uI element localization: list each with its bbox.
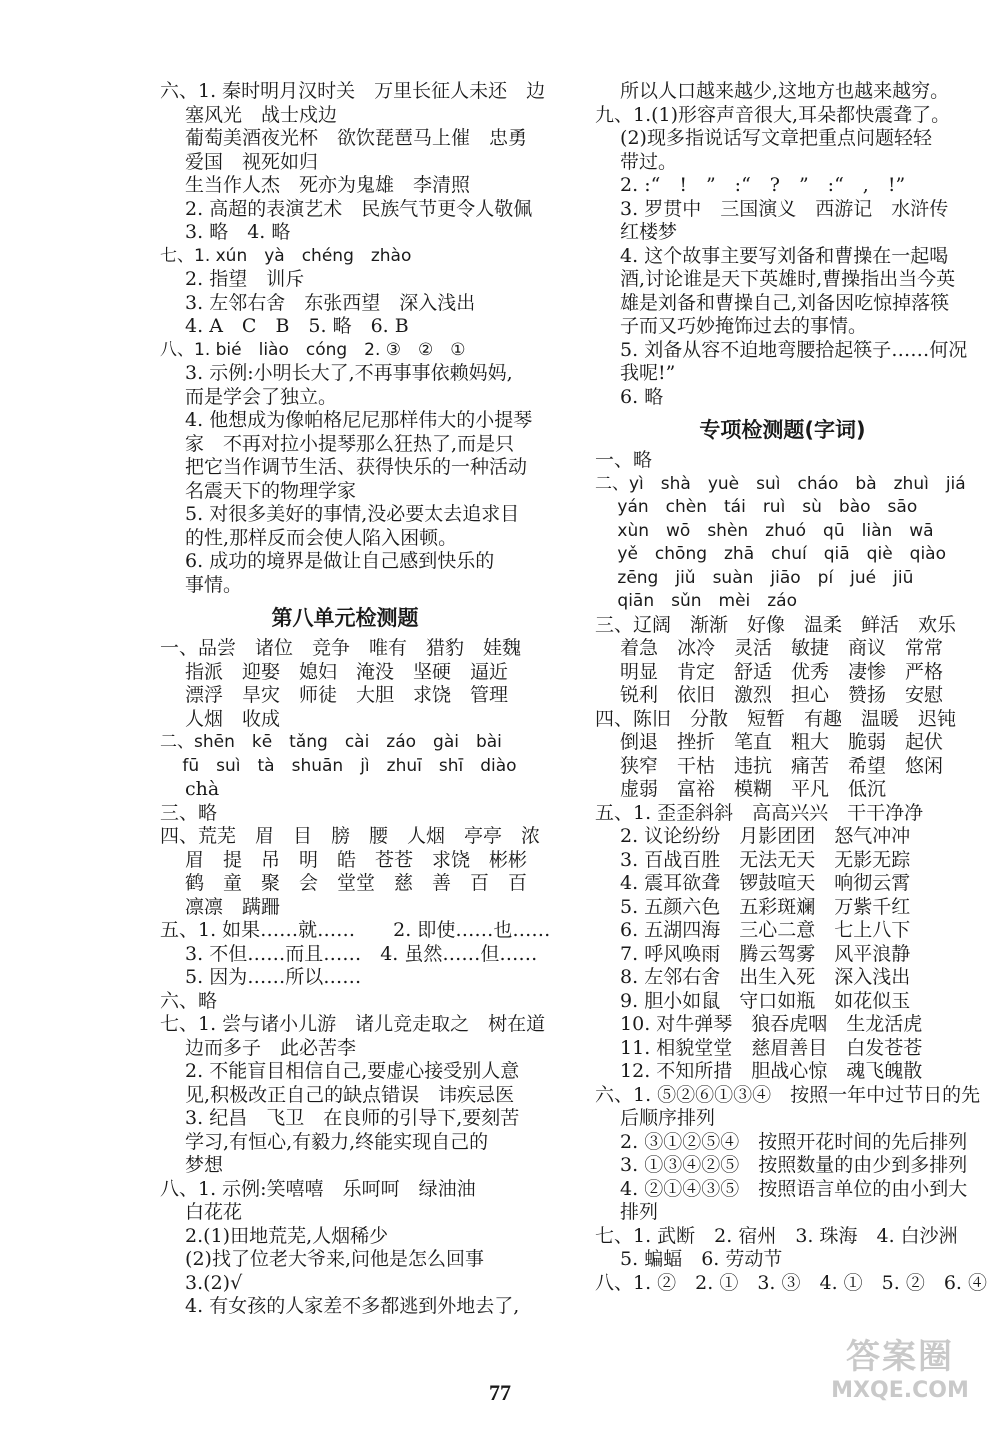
answer-line: 见,积极改正自己的缺点错误 讳疾忌医 (160, 1083, 515, 1106)
answer-line: 五、1. 歪歪斜斜 高高兴兴 干干净净 (595, 801, 924, 824)
unit-eight-answers-continued (595, 80, 970, 409)
answer-line: 2. 高超的表演艺术 民族气节更令人敬佩 (160, 197, 533, 220)
answer-line: 5. 蝙蝠 6. 劳动节 (595, 1248, 783, 1270)
answer-line: 白花花 (160, 1201, 243, 1223)
answer-line: 六、1. ⑤②⑥①③④ 按照一年中过节日的先 (595, 1083, 981, 1106)
answer-line: 9. 胆小如鼠 守口如瓶 如花似玉 (595, 989, 911, 1012)
answer-line: 葡萄美酒夜光杯 欲饮琵琶马上催 忠勇 (160, 127, 528, 149)
answer-line: 雄是刘备和曹操自己,刘备因吃惊掉落筷 (595, 291, 950, 314)
answer-line: 鹤 童 聚 会 堂堂 慈 善 百 百 (160, 872, 528, 894)
answer-line: 名震天下的物理学家 (160, 479, 357, 502)
answer-line: 漂浮 旱灾 师徒 大胆 求饶 管理 (160, 684, 509, 706)
answer-line: (2)找了位老大爷来,问他是怎么回事 (160, 1248, 484, 1270)
answer-line: 八、1. ② 2. ① 3. ③ 4. ① 5. ② 6. ④ (595, 1271, 988, 1294)
answer-line: 三、略 (160, 801, 218, 824)
answer-line: 红楼梦 (595, 221, 678, 243)
answer-line: 明显 肯定 舒适 优秀 凄惨 严格 (595, 660, 944, 683)
answer-line: 七、1. 武断 2. 宿州 3. 珠海 4. 白沙洲 (595, 1224, 958, 1247)
answer-line: 的性,那样反而会使人陷入困顿。 (160, 526, 458, 549)
answer-line: 5. 对很多美好的事情,没必要太去追求目 (160, 503, 520, 525)
answer-line: 2. :“ ! ” :“ ? ” :“ , !” (595, 174, 906, 196)
answer-line: 4. 有女孩的人家差不多都逃到外地去了, (160, 1295, 520, 1317)
answer-line: zēng jiǔ suàn jiāo pí jué jiū (595, 567, 914, 588)
answer-line: 12. 不知所措 胆战心惊 魂飞魄散 (595, 1060, 923, 1082)
unit-seven-answers-continued (160, 80, 546, 597)
answer-line: 八、1. bié liào cóng 2. ③ ② ① (160, 339, 466, 360)
answer-line: 3. 百战百胜 无法无天 无影无踪 (595, 848, 911, 871)
answer-line: 带过。 (595, 150, 678, 173)
answer-line: 九、1.(1)形容声音很大,耳朵都快震聋了。 (595, 103, 951, 126)
unit-eight-answers (160, 637, 551, 1319)
answer-line: 边而多子 此必苦李 (160, 1036, 357, 1059)
answer-line: yán chèn tái ruì sù bào sāo (595, 497, 918, 517)
answer-line: fū suì tà shuān jì zhuī shī diào (160, 755, 517, 776)
answer-line: 六、1. 秦时明月汉时关 万里长征人未还 边 (160, 80, 546, 102)
answer-line: qiān sǔn mèi záo (595, 591, 797, 611)
answer-line: 子而又巧妙掩饰过去的事情。 (595, 315, 868, 337)
answer-line: 凛凛 蹒跚 (160, 895, 281, 918)
answer-line: 3. 纪昌 飞卫 在良师的引导下,要刻苦 (160, 1107, 520, 1129)
answer-line: 倒退 挫折 笔直 粗大 脆弱 起伏 (595, 731, 944, 753)
answer-line: 六、略 (160, 989, 218, 1012)
answer-line: chà (160, 778, 220, 800)
answer-line: 把它当作调节生活、获得快乐的一种活动 (160, 456, 528, 478)
answer-line: 6. 略 (595, 385, 664, 408)
answer-line: 生当作人杰 死亦为鬼雄 李清照 (160, 174, 471, 196)
answer-line: 11. 相貌堂堂 慈眉善目 白发苍苍 (595, 1036, 923, 1059)
answer-line: 6. 五湖四海 三心二意 七上八下 (595, 919, 911, 941)
answer-line: 梦想 (160, 1154, 224, 1176)
answer-line: 4. 震耳欲聋 锣鼓喧天 响彻云霄 (595, 872, 911, 894)
answer-line: 4. A C B 5. 略 6. B (160, 315, 409, 337)
answer-line: 家 不再对拉小提琴那么狂热了,而是只 (160, 432, 515, 455)
answer-line: 虚弱 富裕 模糊 平凡 低沉 (595, 778, 887, 800)
answer-line: 2. 指望 训斥 (160, 268, 305, 290)
answer-line: 指派 迎娶 媳妇 淹没 坚硬 逼近 (160, 660, 509, 683)
special-test-answers (595, 449, 988, 1295)
answer-line: 酒,讨论谁是天下英雄时,曹操指出当今英 (595, 268, 956, 290)
answer-line: 塞风光 战士戍边 (160, 103, 338, 126)
answer-line: 事情。 (160, 573, 243, 596)
answer-line: 3. ①③④②⑤ 按照数量的由少到多排列 (595, 1154, 968, 1176)
answer-line: 着急 冰冷 灵活 敏捷 商议 常常 (595, 637, 944, 659)
answer-line: 一、品尝 诸位 竞争 唯有 猎豹 娃魏 (160, 637, 522, 659)
answer-line: 锐利 依旧 激烈 担心 赞扬 安慰 (595, 684, 944, 706)
answer-line: 6. 成功的境界是做让自己感到快乐的 (160, 550, 495, 572)
answer-line: 8. 左邻右舍 出生入死 深入浅出 (595, 966, 911, 988)
answer-line: 7. 呼风唤雨 腾云驾雾 风平浪静 (595, 942, 911, 965)
watermark-logo: 答案圈 (846, 1337, 954, 1377)
answer-line: 人烟 收成 (160, 707, 281, 730)
answer-line: 我呢!” (595, 362, 676, 384)
answer-line: 4. ②①④③⑤ 按照语言单位的由小到大 (595, 1177, 968, 1200)
answer-line: 二、shēn kē tǎng cài záo gài bài (160, 732, 502, 752)
answer-line: 10. 对牛弹琴 狼吞虎咽 生龙活虎 (595, 1013, 923, 1035)
answer-line: (2)现多指说话写文章把重点问题轻轻 (595, 127, 932, 149)
answer-line: 七、1. 尝与诸小儿游 诸儿竞走取之 树在道 (160, 1013, 546, 1035)
answer-line: 2. 不能盲目相信自己,要虚心接受别人意 (160, 1060, 520, 1082)
answer-line: 眉 提 吊 明 皓 苍苍 求饶 彬彬 (160, 848, 528, 871)
answer-line: 3.(2)√ (160, 1271, 243, 1294)
answer-line: 3. 示例:小明长大了,不再事事依赖妈妈, (160, 362, 513, 384)
answer-line: 4. 这个故事主要写刘备和曹操在一起喝 (595, 244, 949, 267)
answer-line: 4. 他想成为像帕格尼尼那样伟大的小提琴 (160, 409, 533, 431)
answer-line: 2.(1)田地荒芜,人烟稀少 (160, 1224, 389, 1247)
answer-line: 四、荒芜 眉 目 膀 腰 人烟 亭亭 浓 (160, 825, 541, 847)
answer-line: 3. 罗贯中 三国演义 西游记 水浒传 (595, 197, 949, 220)
answer-line: 2. ③①②⑤④ 按照开花时间的先后排列 (595, 1130, 968, 1153)
answer-line: 5. 因为……所以…… (160, 966, 362, 988)
watermark-url: MXQE.COM (831, 1378, 969, 1403)
answer-line: 所以人口越来越少,这地方也越来越穷。 (595, 80, 950, 102)
answer-line: yě chōng zhā chuí qiā qiè qiào (595, 544, 946, 564)
answer-line: 3. 左邻右舍 东张西望 深入浅出 (160, 291, 476, 314)
answer-line: 5. 刘备从容不迫地弯腰拾起筷子……何况 (595, 338, 968, 361)
watermark (820, 1336, 980, 1416)
answer-line: 爱国 视死如归 (160, 150, 319, 173)
answer-line: 狭窄 干枯 违抗 痛苦 希望 悠闲 (595, 754, 944, 777)
answer-line: 一、略 (595, 449, 653, 471)
answer-line: 五、1. 如果……就…… 2. 即使……也…… (160, 919, 551, 941)
unit-eight-test-heading: 第八单元检测题 (271, 606, 419, 630)
answer-line: 5. 五颜六色 五彩斑斓 万紫千红 (595, 895, 911, 918)
answer-line: 八、1. 示例:笑嘻嘻 乐呵呵 绿油油 (160, 1177, 476, 1200)
answer-line: 二、yì shà yuè suì cháo bà zhuì jiá (595, 473, 966, 494)
special-test-heading: 专项检测题(字词) (699, 418, 866, 442)
answer-line: 后顺序排列 (595, 1107, 716, 1129)
left-column (160, 80, 551, 1319)
answer-line: xùn wō shèn zhuó qū liàn wā (595, 520, 934, 541)
answer-line: 三、辽阔 渐渐 好像 温柔 鲜活 欢乐 (595, 613, 957, 636)
right-column (595, 80, 988, 1295)
answer-line: 七、1. xún yà chéng zhào (160, 245, 412, 266)
answer-line: 2. 议论纷纷 月影团团 怒气冲冲 (595, 825, 911, 847)
answer-line: 3. 略 4. 略 (160, 221, 291, 243)
answer-line: 四、陈旧 分散 短暂 有趣 温暖 迟钝 (595, 707, 957, 730)
answer-line: 3. 不但……而且…… 4. 虽然……但…… (160, 942, 538, 965)
page-number: 77 (489, 1380, 511, 1405)
answer-line: 而是学会了独立。 (160, 385, 338, 408)
answer-line: 排列 (595, 1201, 659, 1223)
answer-line: 学习,有恒心,有毅力,终能实现自己的 (160, 1130, 489, 1153)
